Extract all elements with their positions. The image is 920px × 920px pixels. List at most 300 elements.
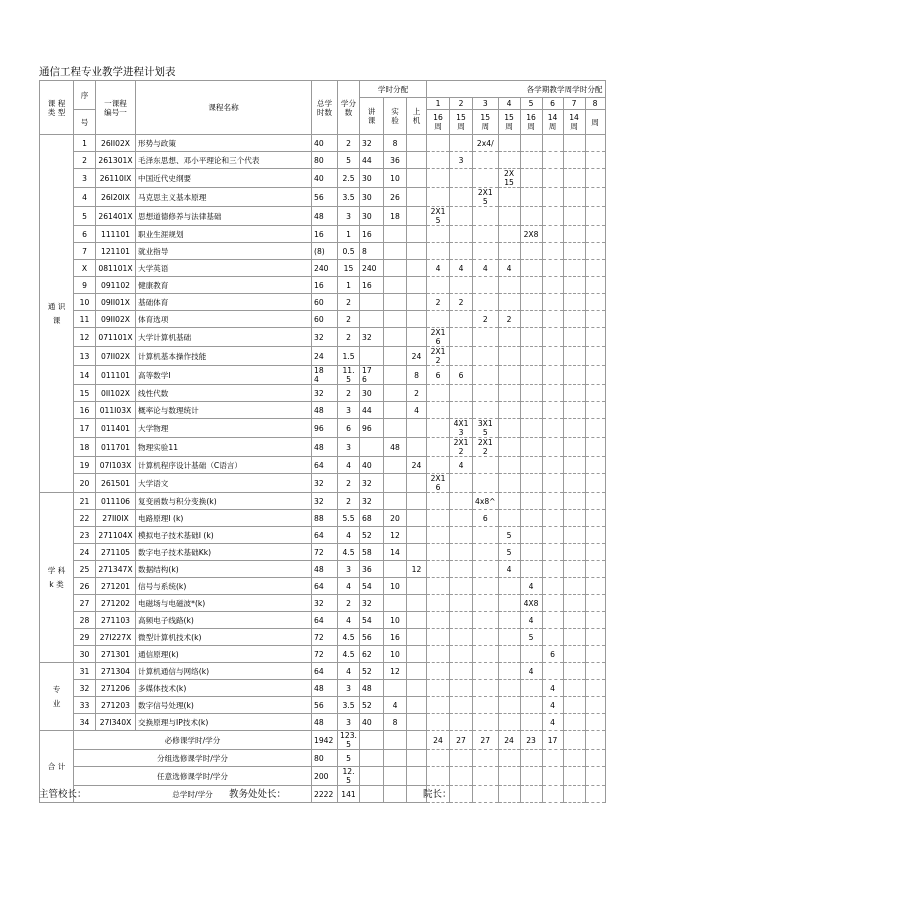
semester-6-total-cell: 17: [542, 731, 563, 750]
semester-4-total-cell: [498, 767, 520, 786]
semester-6-cell: [542, 260, 563, 277]
semester-2-total-cell: 27: [450, 731, 473, 750]
seq-cell: 17: [74, 419, 96, 438]
semester-7-cell: [563, 561, 585, 578]
semester-2-cell: [450, 385, 473, 402]
credits-cell: 5: [338, 152, 360, 169]
semester-1-cell: [427, 135, 450, 152]
semester-5-cell: [520, 366, 542, 385]
course-code-cell: 271304: [96, 663, 136, 680]
seq-cell: 20: [74, 474, 96, 493]
semester-5-cell: [520, 260, 542, 277]
lecture-hours-cell: 32: [360, 493, 384, 510]
semester-8-cell: [585, 663, 605, 680]
course-name-cell: 物理实验11: [136, 438, 312, 457]
semester-8-total-cell: [585, 750, 605, 767]
semester-1-cell: [427, 169, 450, 188]
machine-hours-cell: [407, 714, 427, 731]
course-row: [40, 561, 606, 578]
semester-2-cell: [450, 169, 473, 188]
seq-cell: 9: [74, 277, 96, 294]
empty-cell: [407, 750, 427, 767]
semester-2-cell: [450, 714, 473, 731]
semester-1-cell: [427, 243, 450, 260]
semester-2-cell: 4: [450, 457, 473, 474]
machine-hours-cell: 12: [407, 561, 427, 578]
lecture-hours-cell: 40: [360, 457, 384, 474]
semester-7-cell: [563, 311, 585, 328]
semester-7-cell: [563, 328, 585, 347]
semester-2-cell: [450, 493, 473, 510]
course-row: [40, 595, 606, 612]
semester-8-cell: [585, 544, 605, 561]
course-code-cell: 26I20IX: [96, 188, 136, 207]
semester-6-cell: [542, 457, 563, 474]
course-name-cell: 计算机程序设计基础（C语言）: [136, 457, 312, 474]
semester-6-cell: [542, 493, 563, 510]
lecture-hours-cell: 32: [360, 595, 384, 612]
seq-cell: 26: [74, 578, 96, 595]
course-code-cell: 011106: [96, 493, 136, 510]
machine-hours-cell: [407, 544, 427, 561]
lab-hours-cell: 10: [384, 612, 407, 629]
semester-1-cell: [427, 493, 450, 510]
semester-4-cell: [498, 629, 520, 646]
semester-3-header: 3: [473, 98, 499, 110]
semester-8-cell: [585, 347, 605, 366]
semester-6-cell: [542, 277, 563, 294]
course-code-cell: 271206: [96, 680, 136, 697]
course-code-cell: 261501: [96, 474, 136, 493]
machine-hours-cell: [407, 663, 427, 680]
semester-8-cell: [585, 243, 605, 260]
semester-7-cell: [563, 135, 585, 152]
lecture-hours-cell: 36: [360, 561, 384, 578]
semester-7-cell: [563, 680, 585, 697]
semester-6-cell: [542, 188, 563, 207]
semester-2-cell: [450, 646, 473, 663]
lecture-hours-cell: 54: [360, 578, 384, 595]
category-major: 专 业: [40, 663, 74, 731]
semester-6-cell: [542, 663, 563, 680]
semester-2-cell: 4X1 3: [450, 419, 473, 438]
semester-7-cell: [563, 385, 585, 402]
lab-hours-cell: 10: [384, 646, 407, 663]
semester-2-header: 2: [450, 98, 473, 110]
machine-hours-cell: [407, 527, 427, 544]
semester-1-cell: 4: [427, 260, 450, 277]
semester-8-cell: [585, 697, 605, 714]
course-code-cell: 271104X: [96, 527, 136, 544]
semester-8-cell: [585, 419, 605, 438]
semester-6-cell: [542, 629, 563, 646]
total-hours-cell: 60: [312, 294, 338, 311]
total-hours-sum-cell: 2222: [312, 786, 338, 803]
course-row: [40, 277, 606, 294]
semester-8-cell: [585, 366, 605, 385]
semester-5-cell: [520, 561, 542, 578]
total-hours-cell: 48: [312, 438, 338, 457]
credits-cell: 2.5: [338, 169, 360, 188]
lab-hours-cell: [384, 493, 407, 510]
semester-4-cell: [498, 612, 520, 629]
semester-7-cell: [563, 714, 585, 731]
semester-4-cell: [498, 226, 520, 243]
semester-6-cell: [542, 438, 563, 457]
semester-7-cell: [563, 152, 585, 169]
course-name-cell: 形势与政策: [136, 135, 312, 152]
lab-hours-cell: 8: [384, 714, 407, 731]
course-name-cell: 电磁场与电磁波*(k): [136, 595, 312, 612]
course-name-cell: 数字电子技术基础Kk): [136, 544, 312, 561]
course-name-cell: 毛泽东思想、邓小平理论和三个代表: [136, 152, 312, 169]
semester-1-cell: [427, 629, 450, 646]
semester-7-cell: [563, 612, 585, 629]
semester-8-cell: [585, 714, 605, 731]
course-row: [40, 438, 606, 457]
semester-5-cell: [520, 438, 542, 457]
semester-6-total-cell: [542, 786, 563, 803]
semester-2-cell: [450, 595, 473, 612]
semester-4-cell: [498, 294, 520, 311]
seq-header-bottom: 号: [74, 110, 96, 135]
semester-8-cell: [585, 328, 605, 347]
semester-3-total-cell: 27: [473, 731, 499, 750]
lecture-hours-cell: 58: [360, 544, 384, 561]
credits-cell: 4.5: [338, 646, 360, 663]
semester-2-cell: [450, 561, 473, 578]
semester-6-cell: [542, 328, 563, 347]
total-hours-cell: 40: [312, 169, 338, 188]
semester-3-cell: [473, 457, 499, 474]
machine-hours-cell: [407, 277, 427, 294]
academic-office-signature-label: 教务处处长：: [229, 789, 287, 800]
total-hours-cell: (8): [312, 243, 338, 260]
semester-7-cell: [563, 474, 585, 493]
lab-hours-cell: [384, 328, 407, 347]
course-name-cell: 马克思主义基本原理: [136, 188, 312, 207]
semester-6-cell: 4: [542, 714, 563, 731]
total-hours-cell: 88: [312, 510, 338, 527]
lab-hours-cell: [384, 260, 407, 277]
course-name-cell: 模拟电子技术基础I (k): [136, 527, 312, 544]
lab-hours-cell: 20: [384, 510, 407, 527]
semester-1-cell: [427, 188, 450, 207]
semester-4-cell: [498, 646, 520, 663]
semester-5-cell: [520, 493, 542, 510]
course-code-cell: 0II102X: [96, 385, 136, 402]
credits-cell: 1: [338, 226, 360, 243]
semester-7-total-cell: [563, 767, 585, 786]
lecture-hours-cell: 30: [360, 169, 384, 188]
semester-3-cell: [473, 544, 499, 561]
total-hours-sum-cell: 200: [312, 767, 338, 786]
machine-hours-cell: 24: [407, 457, 427, 474]
semester-6-cell: [542, 135, 563, 152]
lecture-hours-cell: [360, 311, 384, 328]
semester-distribution-header: 各学期教学周学时分配: [427, 81, 606, 98]
semester-7-cell: [563, 595, 585, 612]
semester-4-cell: [498, 152, 520, 169]
credits-header: 学分 数: [338, 81, 360, 135]
lab-hours-cell: [384, 347, 407, 366]
semester-5-cell: [520, 544, 542, 561]
course-code-cell: 271201: [96, 578, 136, 595]
semester-2-cell: [450, 527, 473, 544]
empty-cell: [360, 786, 384, 803]
course-row: [40, 629, 606, 646]
semester-6-cell: [542, 152, 563, 169]
course-row: [40, 152, 606, 169]
course-row: [40, 493, 606, 510]
lecture-hours-cell: 52: [360, 663, 384, 680]
lab-hours-cell: [384, 561, 407, 578]
semester-6-cell: [542, 474, 563, 493]
course-row: [40, 697, 606, 714]
credits-cell: 3: [338, 714, 360, 731]
course-row: [40, 385, 606, 402]
semester-3-cell: [473, 347, 499, 366]
semester-4-cell: [498, 697, 520, 714]
semester-7-cell: [563, 629, 585, 646]
semester-2-cell: [450, 188, 473, 207]
semester-1-cell: [427, 527, 450, 544]
semester-2-cell: [450, 277, 473, 294]
lecture-hours-cell: [360, 294, 384, 311]
semester-7-cell: [563, 544, 585, 561]
semester-3-cell: [473, 402, 499, 419]
semester-5-cell: 2X8: [520, 226, 542, 243]
lecture-hours-cell: 54: [360, 612, 384, 629]
semester-8-cell: [585, 311, 605, 328]
course-row: [40, 347, 606, 366]
semester-8-cell: [585, 277, 605, 294]
machine-hours-cell: [407, 260, 427, 277]
semester-5-cell: [520, 714, 542, 731]
semester-5-total-cell: 23: [520, 731, 542, 750]
semester-1-total-cell: [427, 767, 450, 786]
seq-cell: 16: [74, 402, 96, 419]
total-hours-cell: 16: [312, 226, 338, 243]
credits-cell: 4: [338, 578, 360, 595]
lecture-header: 讲 课: [360, 98, 384, 135]
semester-8-cell: [585, 207, 605, 226]
course-row: [40, 527, 606, 544]
total-label-cell: 任意选修课学时/学分: [74, 767, 312, 786]
lecture-hours-cell: 56: [360, 629, 384, 646]
semester-6-cell: [542, 561, 563, 578]
semester-5-cell: 4X8: [520, 595, 542, 612]
semester-8-cell: [585, 260, 605, 277]
course-name-cell: 交换原理与IP技术(k): [136, 714, 312, 731]
machine-hours-cell: [407, 169, 427, 188]
course-row: [40, 680, 606, 697]
semester-3-cell: [473, 629, 499, 646]
machine-hours-cell: [407, 612, 427, 629]
semester-3-cell: [473, 226, 499, 243]
semester-1-cell: [427, 277, 450, 294]
total-hours-cell: 96: [312, 419, 338, 438]
semester-5-cell: [520, 646, 542, 663]
semester-2-cell: [450, 347, 473, 366]
semester-4-cell: [498, 366, 520, 385]
total-hours-cell: 32: [312, 385, 338, 402]
course-code-cell: 07II02X: [96, 347, 136, 366]
machine-hours-cell: [407, 207, 427, 226]
machine-hours-cell: [407, 243, 427, 260]
machine-hours-cell: [407, 680, 427, 697]
semester-3-cell: [473, 646, 499, 663]
lecture-hours-cell: 8: [360, 243, 384, 260]
course-type-header: 课 程 类 型: [40, 81, 74, 135]
total-hours-cell: 80: [312, 152, 338, 169]
semester-4-cell: [498, 385, 520, 402]
course-name-cell: 数字信号处理(k): [136, 697, 312, 714]
course-row: [40, 188, 606, 207]
semester-8-total-cell: [585, 786, 605, 803]
total-hours-cell: 64: [312, 578, 338, 595]
course-code-cell: 011I03X: [96, 402, 136, 419]
machine-hours-cell: [407, 697, 427, 714]
semester-3-cell: [473, 714, 499, 731]
seq-cell: 31: [74, 663, 96, 680]
machine-hours-cell: 4: [407, 402, 427, 419]
semester-4-cell: 2: [498, 311, 520, 328]
semester-2-cell: [450, 226, 473, 243]
semester-1-cell: [427, 311, 450, 328]
semester-3-cell: 3X1 5: [473, 419, 499, 438]
empty-cell: [384, 767, 407, 786]
semester-3-cell: 2X1 2: [473, 438, 499, 457]
semester-1-cell: 6: [427, 366, 450, 385]
machine-hours-cell: [407, 474, 427, 493]
lab-hours-cell: 14: [384, 544, 407, 561]
semester-4-cell: [498, 493, 520, 510]
course-row: [40, 243, 606, 260]
semester-6-cell: [542, 169, 563, 188]
semester-2-cell: [450, 328, 473, 347]
credits-cell: 2: [338, 493, 360, 510]
semester-4-total-cell: [498, 750, 520, 767]
lecture-hours-cell: 32: [360, 328, 384, 347]
semester-5-cell: 5: [520, 629, 542, 646]
total-hours-cell: 64: [312, 663, 338, 680]
course-row: [40, 402, 606, 419]
lecture-hours-cell: 52: [360, 527, 384, 544]
course-code-cell: 26II02X: [96, 135, 136, 152]
lab-hours-cell: 36: [384, 152, 407, 169]
seq-cell: 5: [74, 207, 96, 226]
course-name-cell: 复变函数与积分变换(k): [136, 493, 312, 510]
empty-cell: [360, 767, 384, 786]
lecture-hours-cell: 62: [360, 646, 384, 663]
lab-hours-cell: 18: [384, 207, 407, 226]
semester-3-cell: [473, 474, 499, 493]
machine-hours-cell: [407, 226, 427, 243]
seq-cell: 15: [74, 385, 96, 402]
seq-cell: 23: [74, 527, 96, 544]
course-row: [40, 578, 606, 595]
semester-8-cell: [585, 474, 605, 493]
lab-hours-cell: [384, 366, 407, 385]
empty-cell: [360, 750, 384, 767]
course-code-cell: 261401X: [96, 207, 136, 226]
machine-hours-cell: [407, 294, 427, 311]
semester-1-cell: 2X1 2: [427, 347, 450, 366]
semester-3-weeks: 15 周: [473, 110, 499, 135]
semester-4-cell: [498, 714, 520, 731]
semester-8-cell: [585, 612, 605, 629]
total-hours-header: 总学 时数: [312, 81, 338, 135]
credits-cell: 11. 5: [338, 366, 360, 385]
credits-cell: 4: [338, 663, 360, 680]
total-hours-cell: 32: [312, 474, 338, 493]
semester-5-cell: [520, 527, 542, 544]
course-name-cell: 健康教育: [136, 277, 312, 294]
lab-header: 实 验: [384, 98, 407, 135]
semester-4-cell: [498, 578, 520, 595]
lecture-hours-cell: 48: [360, 680, 384, 697]
semester-2-cell: [450, 207, 473, 226]
semester-1-cell: [427, 438, 450, 457]
semester-6-cell: [542, 207, 563, 226]
semester-8-cell: [585, 385, 605, 402]
total-hours-cell: 72: [312, 629, 338, 646]
machine-hours-cell: [407, 188, 427, 207]
total-row: [40, 786, 606, 803]
category-discipline: 学 科 k 类: [40, 493, 74, 663]
semester-7-total-cell: [563, 750, 585, 767]
semester-8-weeks: 周: [585, 110, 605, 135]
course-row: [40, 328, 606, 347]
course-code-cell: 271301: [96, 646, 136, 663]
lecture-hours-cell: 96: [360, 419, 384, 438]
lab-hours-cell: [384, 419, 407, 438]
course-name-cell: 线性代数: [136, 385, 312, 402]
course-name-cell: 微型计算机技术(k): [136, 629, 312, 646]
semester-2-total-cell: [450, 767, 473, 786]
semester-5-total-cell: [520, 786, 542, 803]
semester-6-total-cell: [542, 750, 563, 767]
lecture-hours-cell: 17 6: [360, 366, 384, 385]
course-row: [40, 366, 606, 385]
semester-3-cell: [473, 578, 499, 595]
credits-cell: 3.5: [338, 188, 360, 207]
course-name-cell: 电路原理I (k): [136, 510, 312, 527]
semester-5-cell: [520, 311, 542, 328]
semester-6-cell: [542, 226, 563, 243]
semester-7-cell: [563, 188, 585, 207]
course-name-cell: 体育选项: [136, 311, 312, 328]
seq-cell: 32: [74, 680, 96, 697]
semester-5-cell: 4: [520, 578, 542, 595]
lecture-hours-cell: 44: [360, 152, 384, 169]
total-hours-sum-cell: 80: [312, 750, 338, 767]
semester-3-cell: [473, 527, 499, 544]
semester-3-cell: [473, 697, 499, 714]
seq-cell: 19: [74, 457, 96, 474]
seq-cell: X: [74, 260, 96, 277]
semester-6-cell: [542, 595, 563, 612]
semester-4-cell: [498, 474, 520, 493]
semester-4-cell: [498, 328, 520, 347]
semester-5-cell: 4: [520, 612, 542, 629]
semester-8-cell: [585, 527, 605, 544]
course-name-cell: 概率论与数理统计: [136, 402, 312, 419]
credits-cell: 15: [338, 260, 360, 277]
semester-6-cell: [542, 578, 563, 595]
lecture-hours-cell: 16: [360, 277, 384, 294]
